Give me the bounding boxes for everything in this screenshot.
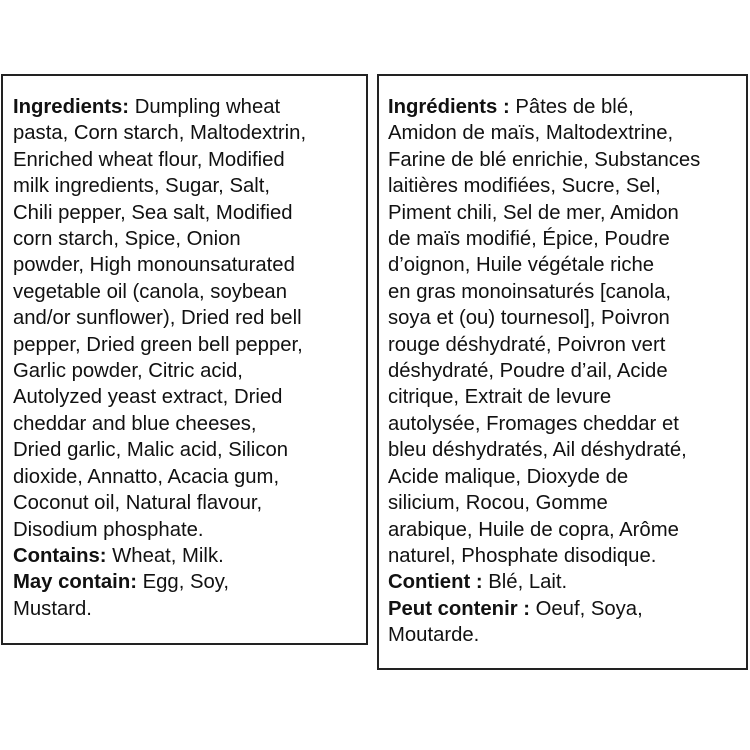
ingredients-panel-english (1, 74, 368, 645)
ingredients-line: cheddar and blue cheeses, (13, 412, 257, 435)
ingredients-text: Pâtes de blé, (509, 96, 634, 118)
may-contain-text: Egg, Soy, (136, 571, 230, 594)
contains-heading: Contient : (388, 571, 483, 594)
ingredients-line: laitières modifiées, Sucre, Sel, (388, 175, 661, 198)
contains-line (388, 569, 738, 595)
ingredients-line: Dried garlic, Malic acid, Silicon (13, 439, 289, 462)
ingredients-heading: Ingredients: (13, 96, 130, 118)
ingredients-text: Dumpling wheat (129, 96, 281, 118)
ingredients-line: pasta, Corn starch, Maltodextrin, (13, 122, 307, 145)
ingredients-line: Enriched wheat flour, Modified (13, 148, 285, 171)
ingredients-heading: Ingrédients : (388, 96, 510, 118)
ingredients-line: Garlic powder, Citric acid, (13, 360, 243, 383)
ingredients-line: dioxide, Annatto, Acacia gum, (13, 465, 280, 488)
ingredients-line: en gras monoinsaturés [canola, (388, 280, 671, 303)
ingredients-line: Autolyzed yeast extract, Dried (13, 386, 283, 409)
may-contain-line: Moutarde. (388, 624, 480, 647)
may-contain-heading: May contain: (13, 571, 137, 594)
ingredients-line: déshydraté, Poudre d’ail, Acide (388, 360, 668, 383)
ingredients-line: milk ingredients, Sugar, Salt, (13, 175, 271, 198)
ingredients-line: autolysée, Fromages cheddar et (388, 412, 679, 435)
ingredients-line: Piment chili, Sel de mer, Amidon (388, 201, 679, 224)
ingredients-line: Acide malique, Dioxyde de (388, 465, 629, 488)
ingredients-line: bleu déshydratés, Ail déshydraté, (388, 439, 687, 462)
ingredients-line: d’oignon, Huile végétale riche (388, 254, 655, 277)
may-contain-line (388, 596, 738, 622)
ingredients-paragraph-english (13, 94, 358, 622)
contains-line (13, 543, 358, 569)
ingredients-line: Amidon de maïs, Maltodextrine, (388, 122, 674, 145)
ingredients-line: Chili pepper, Sea salt, Modified (13, 201, 293, 224)
contains-text: Blé, Lait. (482, 571, 568, 594)
ingredients-line: rouge déshydraté, Poivron vert (388, 333, 666, 356)
ingredients-line: soya et (ou) tournesol], Poivron (388, 307, 670, 330)
may-contain-text: Oeuf, Soya, (529, 597, 643, 620)
ingredients-line (388, 94, 738, 120)
ingredients-line: de maïs modifié, Épice, Poudre (388, 228, 670, 251)
ingredients-line: citrique, Extrait de levure (388, 386, 612, 409)
ingredients-line: arabique, Huile de copra, Arôme (388, 518, 679, 541)
ingredients-line: pepper, Dried green bell pepper, (13, 333, 303, 356)
ingredients-line: silicium, Rocou, Gomme (388, 492, 608, 515)
ingredients-line: Disodium phosphate. (13, 518, 204, 541)
may-contain-line: Mustard. (13, 597, 92, 620)
ingredients-line: vegetable oil (canola, soybean (13, 280, 287, 303)
ingredients-line: powder, High monounsaturated (13, 254, 295, 277)
ingredients-line (13, 94, 358, 120)
contains-heading: Contains: (13, 544, 107, 567)
ingredients-panel-french (377, 74, 748, 670)
may-contain-heading: Peut contenir : (388, 597, 530, 620)
ingredients-line: and/or sunflower), Dried red bell (13, 307, 302, 330)
may-contain-line (13, 569, 358, 595)
contains-text: Wheat, Milk. (106, 544, 224, 567)
ingredients-line: corn starch, Spice, Onion (13, 228, 241, 251)
ingredients-line: naturel, Phosphate disodique. (388, 544, 657, 567)
ingredients-line: Coconut oil, Natural flavour, (13, 492, 263, 515)
ingredients-line: Farine de blé enrichie, Substances (388, 148, 701, 171)
ingredients-paragraph-french (388, 94, 738, 649)
